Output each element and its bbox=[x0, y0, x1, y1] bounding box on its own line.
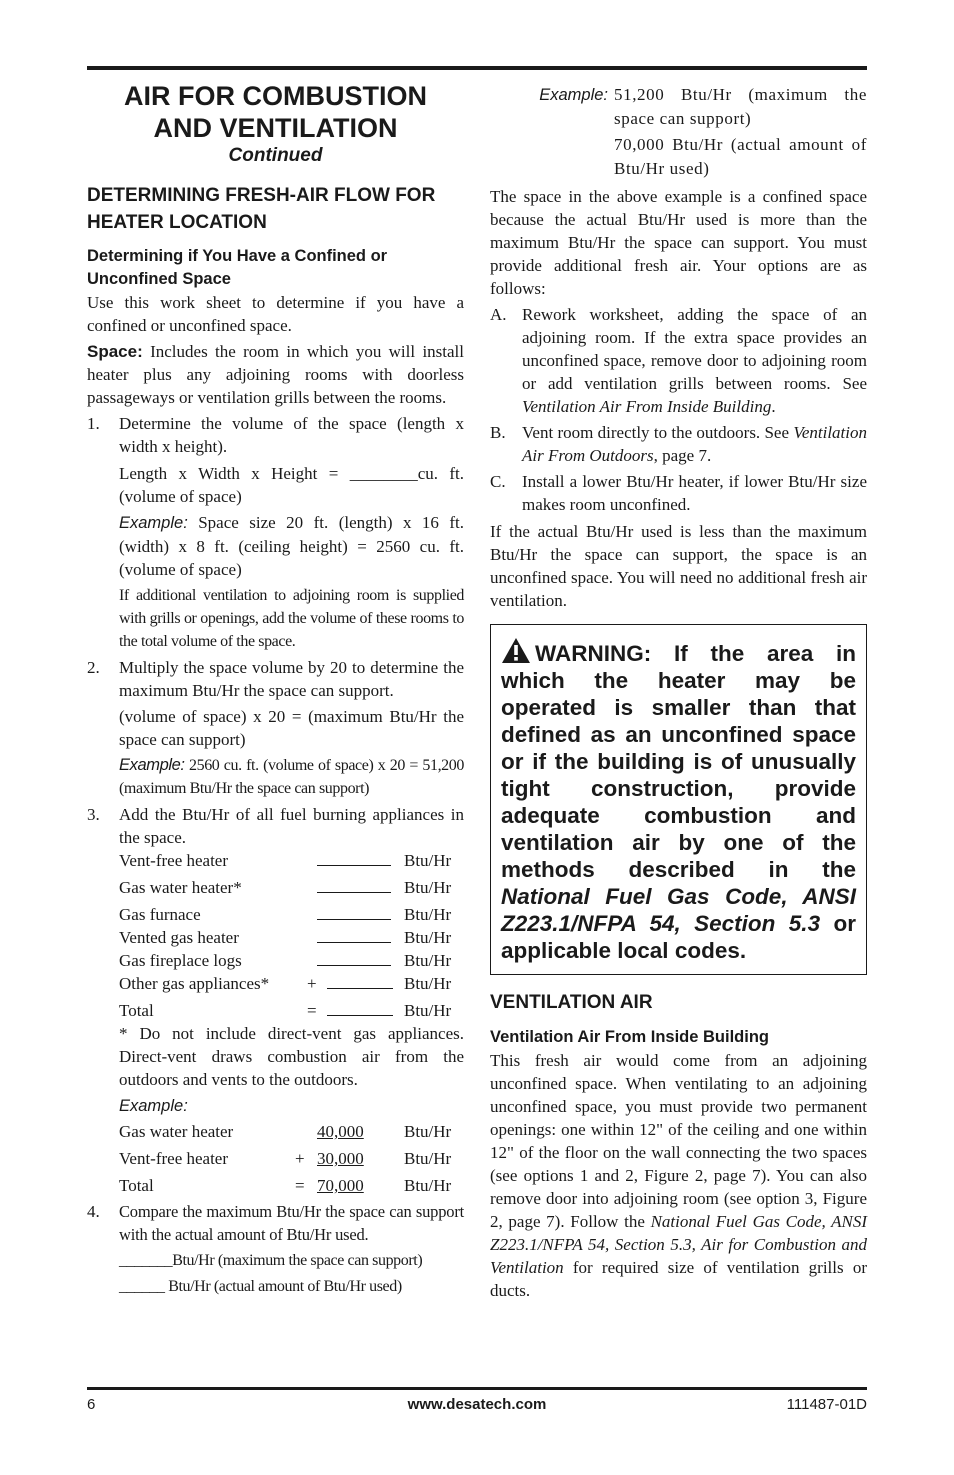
section-heading-ventilation: VENTILATION AIR bbox=[490, 992, 653, 1013]
right-example-max: 51,200 Btu/Hr (maximum the space can support) bbox=[614, 85, 867, 128]
appliance-unit: Btu/Hr bbox=[404, 974, 452, 993]
example-name: Gas water heater bbox=[119, 1122, 234, 1141]
appliance-blank bbox=[327, 972, 404, 995]
appliance-name: Gas furnace bbox=[119, 905, 201, 924]
warning-triangle-icon bbox=[501, 637, 531, 664]
section-heading-fresh-air: DETERMINING FRESH-AIR FLOW FOR HEATER LOCATION bbox=[87, 185, 436, 233]
warning-text: WARNING: If the area in which the heater may be operated is smaller than that defined as an unconfined space or if the building is of unusually tight construction, provide adequate combustion and ventilation air by one of the methods described in the bbox=[501, 641, 856, 882]
step-1-example-text: Space size 20 ft. (length) x 16 ft. (width) x 8 ft. (ceiling height) = 2560 cu. ft. (volume of space) bbox=[119, 513, 464, 579]
appliance-name: Other gas appliances* bbox=[119, 974, 270, 993]
step-2-formula: (volume of space) x 20 = (maximum Btu/Hr the space can support) bbox=[119, 707, 464, 749]
step-1-text: Determine the volume of the space (length x width x height). bbox=[119, 414, 464, 456]
page-title bbox=[87, 80, 464, 144]
right-example bbox=[490, 83, 867, 181]
step-3-text: Add the Btu/Hr of all fuel burning appliances in the space. bbox=[119, 805, 464, 847]
right-column bbox=[490, 83, 867, 1305]
step-2-example-text: 2560 cu. ft. (volume of space) x 20 = 51,200 (maximum Btu/Hr the space can support) bbox=[119, 757, 464, 797]
option-a-ref: Ventilation Air From Inside Building bbox=[522, 397, 772, 416]
appliance-operator: + bbox=[307, 974, 317, 993]
appliance-worksheet bbox=[119, 849, 464, 1022]
example-value-text: 30,000 bbox=[317, 1149, 364, 1168]
ventilation-code-ref: National Fuel Gas Code, ANSI Z223.1/NFPA 54, Section 5.3, Air for Combustion and Ventilation bbox=[490, 1212, 868, 1277]
step-3-number: 3. bbox=[87, 805, 100, 824]
option-a bbox=[490, 303, 867, 418]
appliance-unit: Btu/Hr bbox=[404, 851, 452, 870]
option-b-end: , page 7. bbox=[653, 446, 712, 465]
example-operator bbox=[295, 1120, 317, 1143]
option-b-body: Vent room directly to the outdoors. See bbox=[522, 423, 794, 442]
appliance-unit: Btu/Hr bbox=[404, 878, 452, 897]
step-4-number: 4. bbox=[87, 1202, 100, 1221]
example-name: Total bbox=[119, 1176, 154, 1195]
appliance-name: Vented gas heater bbox=[119, 928, 239, 947]
appliance-name: Total bbox=[119, 1001, 154, 1020]
step-3-example-label bbox=[119, 1094, 464, 1118]
table-row bbox=[119, 1174, 464, 1197]
left-column bbox=[87, 80, 464, 1301]
option-b bbox=[490, 421, 867, 467]
appliance-operator bbox=[295, 849, 317, 872]
example-value bbox=[317, 1147, 404, 1170]
warning-end: or applicable local codes. bbox=[501, 911, 856, 963]
space-definition bbox=[87, 340, 464, 409]
page-number: 6 bbox=[87, 1396, 96, 1413]
intro-paragraph: Use this work sheet to determine if you have a confined or unconfined space. bbox=[87, 293, 464, 335]
example-value bbox=[317, 1174, 404, 1197]
step-3 bbox=[87, 803, 464, 849]
option-c-letter: C. bbox=[490, 472, 506, 491]
subheading-inside-building: Ventilation Air From Inside Building bbox=[490, 1028, 769, 1046]
step-2-text: Multiply the space volume by 20 to determine the maximum Btu/Hr the space can support. bbox=[119, 658, 464, 700]
title-line-1: AIR FOR COMBUSTION bbox=[124, 81, 427, 111]
example-operator: + bbox=[295, 1149, 305, 1168]
space-label: Space: bbox=[87, 342, 143, 361]
appliance-blank bbox=[317, 849, 404, 872]
example-value bbox=[317, 1120, 404, 1143]
example-unit: Btu/Hr bbox=[404, 1149, 452, 1168]
appliance-name: Gas fireplace logs bbox=[119, 951, 242, 970]
appliance-unit: Btu/Hr bbox=[404, 951, 452, 970]
footer-url: www.desatech.com bbox=[407, 1396, 547, 1413]
option-b-text bbox=[522, 421, 867, 467]
step-4-text: Compare the maximum Btu/Hr the space can support with the actual amount of Btu/Hr used. bbox=[119, 1202, 464, 1244]
option-a-text bbox=[522, 303, 867, 418]
table-row bbox=[119, 949, 464, 972]
warning-code-ref: National Fuel Gas Code, ANSI Z223.1/NFPA 54, Section 5.3 bbox=[501, 884, 856, 936]
step-1-note: If additional ventilation to adjoining room is supplied with grills or openings, add the volume of these rooms to the total volume of the space. bbox=[119, 587, 464, 650]
appliance-name: Gas water heater* bbox=[119, 878, 242, 897]
table-row bbox=[119, 926, 464, 949]
option-a-body: Rework worksheet, adding the space of an adjoining room. If the extra space provides an unconfined space, remove door to adjoining room or add ventilation grills between rooms. See bbox=[522, 305, 867, 393]
appliance-unit: Btu/Hr bbox=[404, 928, 452, 947]
step-1-number: 1. bbox=[87, 414, 100, 433]
ventilation-body: This fresh air would come from an adjoining unconfined space. When ventilating to an adjoining unconfined space, you must provide two permanent openings: one within 12" of the ceiling and one within 12" of the floor on the wall connecting the two spaces (see options 1 and 2, Figure 2, page 7). You can also remove door into adjoining room (see option 3, Figure 2, page 7). Follow the bbox=[490, 1051, 867, 1231]
step-1-formula: Length x Width x Height = ________cu. ft. (volume of space) bbox=[119, 464, 464, 506]
option-b-letter: B. bbox=[490, 423, 506, 442]
blank-line bbox=[327, 972, 393, 989]
appliance-operator bbox=[295, 949, 317, 972]
right-example-values bbox=[614, 83, 867, 181]
appliance-operator: = bbox=[307, 1001, 317, 1020]
example-name: Vent-free heater bbox=[119, 1149, 229, 1168]
step-2 bbox=[87, 656, 464, 702]
bottom-rule bbox=[87, 1387, 867, 1390]
continued-label: Continued bbox=[228, 145, 323, 166]
example-label: Example: bbox=[119, 1097, 188, 1115]
option-a-end: . bbox=[771, 397, 776, 416]
appliance-operator bbox=[295, 926, 317, 949]
top-rule bbox=[87, 66, 867, 70]
step-2-number: 2. bbox=[87, 658, 100, 677]
ventilation-paragraph bbox=[490, 1049, 867, 1302]
document-code: 111487-01D bbox=[786, 1396, 867, 1413]
blank-line bbox=[317, 849, 391, 866]
option-c bbox=[490, 470, 867, 516]
title-line-2: AND VENTILATION bbox=[153, 113, 398, 143]
appliance-operator bbox=[295, 903, 317, 926]
step-4 bbox=[87, 1200, 464, 1246]
space-text: Includes the room in which you will install heater plus any adjoining rooms with doorless passageways or ventilation grills between the rooms. bbox=[87, 342, 464, 407]
table-row bbox=[119, 999, 464, 1022]
table-row bbox=[119, 1147, 464, 1170]
appliance-blank bbox=[317, 926, 404, 949]
appliance-name: Vent-free heater bbox=[119, 851, 229, 870]
blank-line bbox=[317, 903, 391, 920]
table-row bbox=[119, 972, 464, 995]
unconfined-paragraph: If the actual Btu/Hr used is less than the maximum Btu/Hr the space can support, the space is an unconfined space. You will need no additional fresh air ventilation. bbox=[490, 522, 867, 610]
table-row bbox=[119, 903, 464, 926]
appliance-blank bbox=[317, 903, 404, 926]
step-1-example bbox=[119, 511, 464, 581]
example-worksheet bbox=[119, 1120, 464, 1197]
table-row bbox=[119, 1120, 464, 1143]
example-label: Example: bbox=[119, 756, 185, 774]
step-4-actual-line: ______ Btu/Hr (actual amount of Btu/Hr used) bbox=[119, 1278, 402, 1295]
example-value-text: 70,000 bbox=[317, 1176, 364, 1195]
confined-paragraph: The space in the above example is a confined space because the actual Btu/Hr used is more than the maximum Btu/Hr the space can support. You must provide additional fresh air. Your options are as follows: bbox=[490, 187, 867, 298]
appliance-blank bbox=[327, 999, 404, 1022]
right-example-label: Example: bbox=[539, 86, 608, 104]
example-unit: Btu/Hr bbox=[404, 1122, 452, 1141]
step-3-note: * Do not include direct-vent gas appliances. Direct-vent draws combustion air from the outdoors and vents to the outdoors. bbox=[119, 1024, 464, 1089]
example-operator: = bbox=[295, 1176, 305, 1195]
example-label: Example: bbox=[119, 514, 188, 532]
example-value-text: 40,000 bbox=[317, 1122, 364, 1141]
ventilation-end: for required size of ventilation grills or ducts. bbox=[490, 1258, 867, 1300]
right-example-actual: 70,000 Btu/Hr (actual amount of Btu/Hr used) bbox=[614, 135, 867, 178]
blank-line bbox=[317, 876, 391, 893]
appliance-operator bbox=[295, 876, 317, 899]
example-unit: Btu/Hr bbox=[404, 1176, 452, 1195]
blank-line bbox=[327, 999, 393, 1016]
step-1 bbox=[87, 412, 464, 458]
table-row bbox=[119, 876, 464, 899]
appliance-blank bbox=[317, 876, 404, 899]
option-c-text: Install a lower Btu/Hr heater, if lower Btu/Hr size makes room unconfined. bbox=[522, 472, 867, 514]
appliance-blank bbox=[317, 949, 404, 972]
blank-line bbox=[317, 926, 391, 943]
option-a-letter: A. bbox=[490, 305, 507, 324]
appliance-unit: Btu/Hr bbox=[404, 1001, 452, 1020]
subheading-confined: Determining if You Have a Confined or Unconfined Space bbox=[87, 247, 388, 288]
step-4-max-line: _______Btu/Hr (maximum the space can support) bbox=[119, 1252, 423, 1269]
table-row bbox=[119, 849, 464, 872]
option-b-ref: Ventilation Air From Outdoors bbox=[522, 423, 867, 465]
appliance-unit: Btu/Hr bbox=[404, 905, 452, 924]
blank-line bbox=[317, 949, 391, 966]
warning-box bbox=[490, 624, 867, 975]
step-2-example bbox=[119, 754, 464, 800]
